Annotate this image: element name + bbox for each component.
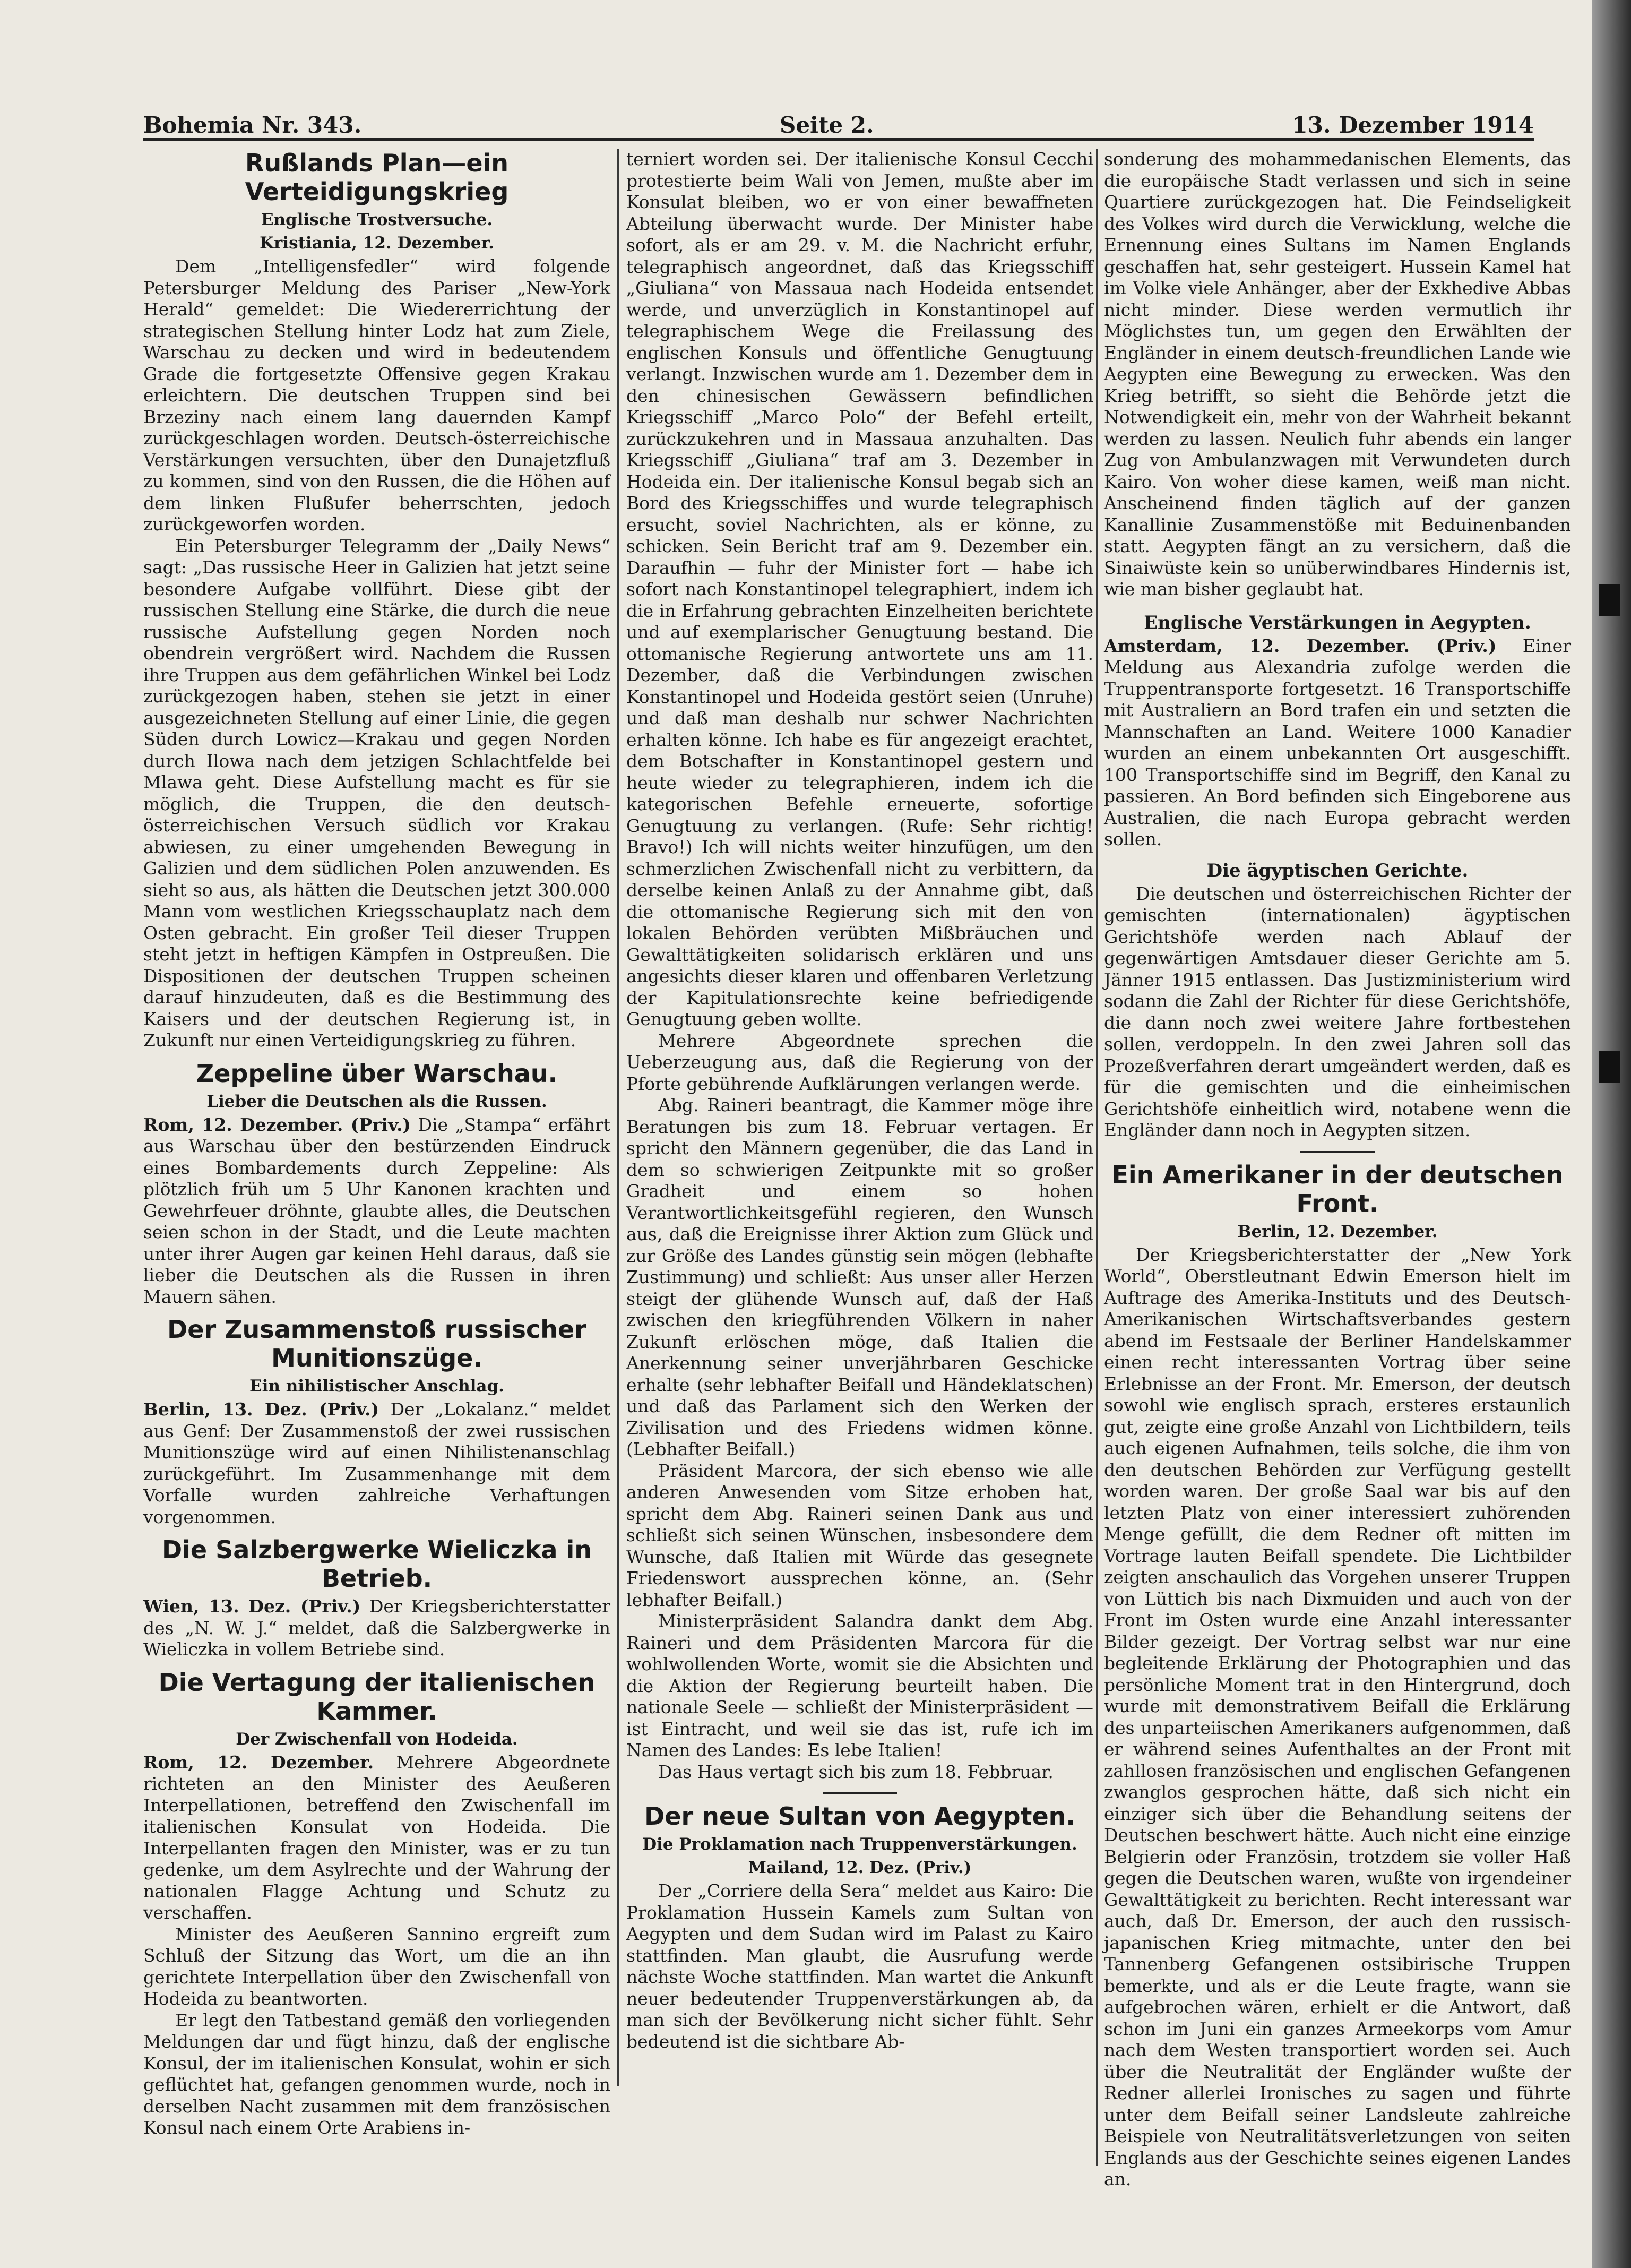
issue-number: Bohemia Nr. 343. <box>143 112 362 138</box>
article-dateline: Kristiania, 12. Dezember. <box>260 234 494 253</box>
adjacent-page-fragment <box>1599 584 1620 616</box>
article-paragraph: Er legt den Tatbestand gemäß den vorliegenden Meldungen dar und fügt hinzu, daß der englische Konsul, der im italienischen Konsulat, wohin er sich geflüchtet hat, gefangen genommen wurde, noch in derselben Nacht zusammen mit dem französischen Konsul nach einem Orte Arabiens in- <box>143 2009 610 2138</box>
article-headline: Englische Verstärkungen in Aegypten. <box>1144 612 1531 633</box>
article-paragraph: terniert worden sei. Der italienische Konsul Cecchi protestierte beim Wali von Jemen, mußte aber im Konsulat bleiben, wo er von einer bewaffneten Abteilung überwacht wurde. Der Minister habe sofort, als er am 29. v. M. die Nachricht erfuhr, telegraphisch angeordnet, daß das Kriegsschiff „Giuliana“ von Massaua nach Hodeida entsendet werde, und unverzüglich in Konstantinopel auf telegraphischem Wege die Freilassung des englischen Konsuls und öffentliche Genugtuung verlangt. Inzwischen wurde am 1. Dezember dem in den chinesischen Gewässern befindlichen Kriegsschiff „Marco Polo“ der Befehl erteilt, zurückzukehren und in Massaua anzuhalten. Das Kriegsschiff „Giuliana“ traf am 3. Dezember in Hodeida ein. Der italienische Konsul begab sich an Bord des Kriegsschiffes und wurde telegraphisch ersucht, soviel Nachrichten, als er könne, zu schicken. Sein Bericht traf am 9. Dezember ein. Daraufhin — fuhr der Minister fort — habe ich sofort nach Konstantinopel telegraphiert, indem ich die in Erfahrung gebrachten Einzelheiten berichtete und auf exemplarischer Genugtuung bestand. Die ottomanische Regierung antwortete uns am 11. Dezember, daß die Verbindungen zwischen Konstantinopel und Hodeida gestört seien (Unruhe) und daß man deshalb nur schwer Nachrichten erhalten könne. Ich habe es für angezeigt erachtet, dem Botschafter in Konstantinopel gestern und heute wieder zu telegraphieren, indem ich die kategorischen Befehle erneuerte, sofortige Genugtuung zu verlangen. (Rufe: Sehr richtig! Bravo!) Ich will nichts weiter hinzufügen, um den schmerzlichen Zwischenfall nicht zu verbittern, da derselbe keinen Anlaß zu der Annahme gibt, daß die ottomanische Regierung sich mit den von lokalen Behörden verübten Mißbräuchen und Gewalttätigkeiten solidarisch erklären und uns angesichts dieser klaren und offenbaren Verletzung der Kapitulationsrechte keine befriedigende Genugtuung geben wollte. <box>626 149 1093 1029</box>
section-divider <box>1300 1151 1375 1153</box>
column-3 <box>1104 149 1571 2189</box>
article-paragraph: Wien, 13. Dez. (Priv.) Der Kriegsberichterstatter des „N. W. J.“ meldet, daß die Salzbergwerke in Wieliczka in vollem Betriebe sind. <box>143 1596 610 1660</box>
article-dateline: Berlin, 12. Dezember. <box>1237 1222 1438 1241</box>
article-paragraph: Dem „Intelligensfedler“ wird folgende Petersburger Meldung des Pariser „New-York Herald“ gemeldet: Die Wiedererrichtung der strategischen Stellung hinter Lodz hat zum Ziele, Warschau zu decken und wird in bedeutendem Grade die fortgesetzte Offensive gegen Krakau erleichtern. Die deutschen Truppen sind bei Brzeziny nach einem lang dauernden Kampf zurückgeschlagen worden. Deutsch-österreichische Verstärkungen versuchten, über den Dunajetzfluß zu kommen, sind von den Russen, die die Höhen auf dem linken Flußufer beherrschten, jedoch zurückgeworfen worden. <box>143 256 610 535</box>
column-rule-1 <box>617 149 619 2086</box>
article-headline: Rußlands Plan—ein Verteidigungskrieg <box>245 149 509 206</box>
article-headline: Ein Amerikaner in der deutschen Front. <box>1111 1160 1564 1218</box>
page-header <box>143 106 1534 141</box>
article-headline: Die Vertagung der italienischen Kammer. <box>158 1668 596 1725</box>
article-paragraph: Das Haus vertagt sich bis zum 18. Febbruar. <box>658 1761 1054 1782</box>
column-rule-2 <box>1096 149 1098 2166</box>
article-dateline: Amsterdam, 12. Dezember. (Priv.) <box>1104 635 1497 656</box>
article-paragraph: Abg. Raineri beantragt, die Kammer möge ihre Beratungen bis zum 18. Februar vertagen. Er spricht den Männern gegenüber, die das Land in dem so schwierigen Zeitpunkte mit so großer Gradheit und einem so hohen Verantwortlichkeitsgefühl regieren, den Wunsch aus, daß die Ereignisse ihrer Aktion zum Glück und zur Größe des Landes günstig sein mögen (lebhafte Zustimmung) und schließt: Aus unser aller Herzen steigt der glühende Wunsch auf, daß der Haß zwischen den kriegführenden Völkern in naher Zukunft erlöschen möge, daß Italien die Anerkennung seiner unverjährbaren Geschicke erhalte (sehr lebhafter Beifall und Händeklatschen) und daß das Parlament sich den Werken der Zivilisation und des Friedens widmen könne. (Lebhafter Beifall.) <box>626 1095 1093 1459</box>
article-dateline: Wien, 13. Dez. (Priv.) <box>143 1596 361 1617</box>
article-headline: Der neue Sultan von Aegypten. <box>644 1802 1075 1831</box>
article-dateline: Berlin, 13. Dez. (Priv.) <box>143 1399 379 1420</box>
adjacent-page-fragment <box>1599 1051 1620 1083</box>
article-paragraph: Der Kriegsberichterstatter der „New York World“, Oberstleutnant Edwin Emerson hielt im Auftrage des Amerika-Instituts und des Deutsch-Amerikanischen Wirtschaftsverbandes gestern abend im Festsaale der Berliner Handelskammer einen recht interessanten Vortrag über seine Erlebnisse an der Front. Mr. Emerson, der deutsch sowohl wie englisch sprach, ersteres erstaunlich gut, zeigte eine große Anzahl von Lichtbildern, teils auch eigenen Aufnahmen, teils solche, die ihm von den deutschen Behörden zur Verfügung gestellt worden waren. Der große Saal war bis auf den letzten Platz von einer interessiert zuhörenden Menge gefüllt, die dem Redner oft mitten im Vortrage lauten Beifall spendete. Die Lichtbilder zeigten anschaulich das Vorgehen unserer Truppen von Lüttich bis nach Dixmuiden und auch von der Front im Osten wurde eine Anzahl interessanter Bilder gezeigt. Der Vortrag selbst war nur eine begleitende Erklärung der Photographien und das persönliche Moment trat in den Hintergrund, doch wurde mit demonstrativem Beifall die Erklärung des unparteiischen Amerikaners aufgenommen, daß er während seines Aufenthaltes an der Front mit zahllosen französischen und englischen Gefangenen zwanglos gesprochen hätte, daß sich nicht ein einziger sich über die Behandlung seitens der Deutschen beschwert hätte. Auch nicht eine einzige Belgierin oder Französin, trotzdem sie voller Haß gegen die Deutschen waren, wußte von irgendeiner Gewalttätigkeit zu berichten. Recht interessant war auch, daß Dr. Emerson, der auch den russisch-japanischen Krieg mitmachte, unter den bei Tannenberg Gefangenen ostsibirische Truppen bemerkte, und als er die Leute fragte, wann sie aufgebrochen wären, erhielt er die Antwort, daß schon im Juni ein ganzes Armeekorps vom Amur nach dem Westen transportiert worden sei. Auch über die Neutralität der Engländer wußte der Redner allerlei Ironisches zu sagen und führte unter dem Beifall seiner Landsleute zahlreiche Beispiele von Neutralitätsverletzungen von seiten Englands aus der Geschichte seines eigenen Landes an. <box>1104 1244 1571 2189</box>
article-subheadline: Ein nihilistischer Anschlag. <box>249 1377 504 1396</box>
article-paragraph: Minister des Aeußeren Sannino ergreift zum Schluß der Sitzung das Wort, um die an ihn gerichtete Interpellation über den Zwischenfall von Hodeida zu beantworten. <box>143 1923 610 2009</box>
article-paragraph: Berlin, 13. Dez. (Priv.) Der „Lokalanz.“ meldet aus Genf: Der Zusammenstoß der zwei russischen Munitionszüge wird auf einen Nihilistenanschlag zurückgeführt. Im Zusammenhange mit dem Vorfalle wurden zahlreiche Verhaftungen vorgenommen. <box>143 1399 610 1527</box>
column-2 <box>626 149 1093 2166</box>
article-paragraph: sonderung des mohammedanischen Elements, das die europäische Stadt verlassen und sich in seine Quartiere zurückgezogen hat. Die Feindseligkeit des Volkes wird durch die Verwicklung, welche die Ernennung eines Sultans im Namen Englands geschaffen hat, sehr gesteigert. Hussein Kamel hat im Volke viele Anhänger, aber der Exkhedive Abbas nicht minder. Diese werden vermutlich ihr Möglichstes tun, um gegen den Erwählten der Engländer in einem deutsch-freundlichen Lande wie Aegypten eine Bewegung zu erwecken. Was den Krieg betrifft, so sieht die Behörde jetzt die Notwendigkeit ein, mehr von der Wahrheit bekannt werden zu lassen. Neulich fuhr abends ein langer Zug von Ambulanzwagen mit Verwundeten durch Kairo. Von woher diese kamen, weiß man nicht. Anscheinend finden täglich auf der ganzen Kanallinie Zusammenstöße mit Beduinenbanden statt. Aegypten fängt an zu versichern, daß die Sinaiwüste kein so unüberwindbares Hindernis ist, wie man bisher geglaubt hat. <box>1104 149 1571 599</box>
article-subheadline: Der Zwischenfall von Hodeida. <box>236 1729 518 1749</box>
section-divider <box>823 1792 897 1794</box>
article-headline: Die Salzbergwerke Wieliczka in Betrieb. <box>161 1535 592 1593</box>
article-subheadline: Lieber die Deutschen als die Russen. <box>206 1092 547 1111</box>
article-dateline: Mailand, 12. Dez. (Priv.) <box>748 1858 972 1877</box>
article-subheadline: Die Proklamation nach Truppenverstärkungen. <box>642 1835 1077 1854</box>
article-dateline: Rom, 12. Dezember. <box>143 1751 374 1773</box>
article-paragraph: Amsterdam, 12. Dezember. (Priv.) Einer Meldung aus Alexandria zufolge werden die Truppentransporte fortgesetzt. 16 Transportschiffe mit Australiern an Bord trafen ein und setzten die Mannschaften an Land. Weitere 1000 Kanadier wurden an einem unbekannten Ort ausgeschifft. 100 Transportschiffe sind im Begriff, den Kanal zu passieren. An Bord befinden sich Eingeborene aus Australien, die nach Europa gebracht werden sollen. <box>1104 635 1571 849</box>
scan-edge <box>1592 0 1631 2268</box>
article-subheadline: Englische Trostversuche. <box>261 210 493 229</box>
article-paragraph: Die deutschen und österreichischen Richter der gemischten (internationalen) ägyptischen Gerichtshöfe werden nach Ablauf der gegenwärtigen Amtsdauer dieser Gerichte am 5. Jänner 1915 entlassen. Das Justizministerium wird sodann die Zahl der Richter für diese Gerichtshöfe, die dann noch zwei weitere Jahre fortbestehen sollen, verdoppeln. In den zwei Jahren soll das Prozeßverfahren derart umgeändert werden, daß es für die gemischten und die einheimischen Gerichtshöfe einheitlich wird, notabene wenn die Engländer dann noch in Aegypten sitzen. <box>1104 883 1571 1140</box>
page-number: Seite 2. <box>780 112 874 138</box>
article-paragraph: Mehrere Abgeordnete sprechen die Ueberzeugung aus, daß die Regierung von der Pforte gebührende Aufklärungen verlangen werde. <box>626 1030 1093 1094</box>
article-headline: Zeppeline über Warschau. <box>196 1059 558 1088</box>
article-paragraph: Rom, 12. Dezember. (Priv.) Die „Stampa“ erfährt aus Warschau über den bestürzenden Eindruck eines Bombardements durch Zeppeline: Als plötzlich früh um 5 Uhr Kanonen krachten und Gewehrfeuer dröhnte, glaubte alles, die Deutschen seien schon in der Stadt, und die Leute machten unter ihrer Augen gar keinen Hehl daraus, daß sie lieber die Deutschen als die Russen in ihren Mauern sähen. <box>143 1114 610 1307</box>
article-paragraph: Präsident Marcora, der sich ebenso wie alle anderen Anwesenden vom Sitze erhoben hat, spricht dem Abg. Raineri seinen Dank aus und schließt sich seinen Wünschen, insbesondere dem Wunsche, daß Italien mit Würde das gesegnete Friedenswort aussprechen könne, an. (Sehr lebhafter Beifall.) <box>626 1460 1093 1610</box>
column-1 <box>143 149 610 2138</box>
issue-date: 13. Dezember 1914 <box>1292 112 1534 138</box>
article-paragraph: Rom, 12. Dezember. Mehrere Abgeordnete richteten an den Minister des Aeußeren Interpellationen, betreffend den Zwischenfall im italienischen Konsulat von Hodeida. Die Interpellanten fragen den Minister, was er zu tun gedenke, um dem Asylrechte und der Wahrung der nationalen Flagge Achtung und Schutz zu verschaffen. <box>143 1751 610 1923</box>
article-paragraph: Der „Corriere della Sera“ meldet aus Kairo: Die Proklamation Hussein Kamels zum Sultan von Aegypten und dem Sudan wird im Palast zu Kairo stattfinden. Man glaubt, die Ausrufung werde nächste Woche stattfinden. Man wartet die Ankunft neuer bedeutender Truppenverstärkungen ab, da man sich der Bevölkerung nicht sicher fühlt. Sehr bedeutend ist die sichtbare Ab- <box>626 1880 1093 2052</box>
article-paragraph: Ministerpräsident Salandra dankt dem Abg. Raineri und dem Präsidenten Marcora für die wohlwollenden Worte, womit sie die Absichten und die Aktion der Regierung beurteilt haben. Die nationale Seele — schließt der Ministerpräsident — ist Eintracht, und weil sie das ist, rufe ich im Namen des Landes: Es lebe Italien! <box>626 1611 1093 1760</box>
article-dateline: Rom, 12. Dezember. (Priv.) <box>143 1114 411 1135</box>
article-headline: Die ägyptischen Gerichte. <box>1206 860 1469 881</box>
article-headline: Der Zusammenstoß russischer Munitionszüge. <box>167 1315 586 1372</box>
article-paragraph: Ein Petersburger Telegramm der „Daily News“ sagt: „Das russische Heer in Galizien hat jetzt seine besondere Aufgabe vollführt. Diese gibt der russischen Stellung eine Stärke, die durch die neue russische Aufstellung gegen Norden noch obendrein vergrößert wird. Nachdem die Russen ihre Truppen aus dem gefährlichen Winkel bei Lodz zurückgezogen haben, stehen sie jetzt in einer ausgezeichneten Stellung auf einer Linie, die gegen Süden durch Lowicz—Krakau und gegen Norden durch Ilowa nach dem jetzigen Schlachtfelde bei Mlawa geht. Diese Aufstellung macht es für sie möglich, die Truppen, die den deutsch-österreichischen Versuch südlich vor Krakau abwiesen, zu einer umgehenden Bewegung in Galizien und dem südlichen Polen anzuwenden. Es sieht so aus, als hätten die Deutschen jetzt 300.000 Mann vom westlichen Kriegsschauplatz nach dem Osten gebracht. Ein großer Teil dieser Truppen steht jetzt in heftigen Kämpfen in Ostpreußen. Die Dispositionen der deutschen Truppen scheinen darauf hinzudeuten, daß es die Bestimmung des Kaisers und der deutschen Regierung ist, in Zukunft nur einen Verteidigungskrieg zu führen. <box>143 535 610 1051</box>
